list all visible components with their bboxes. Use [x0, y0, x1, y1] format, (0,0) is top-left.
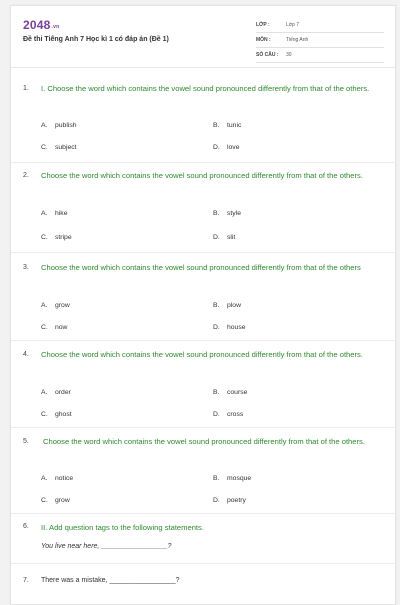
divider — [11, 563, 397, 564]
divider — [11, 513, 397, 514]
option-a[interactable]: A. order — [41, 389, 71, 396]
option-a[interactable]: A. publish — [41, 122, 77, 129]
option-a[interactable]: A. grow — [41, 302, 70, 309]
question-sentence: There was a mistake, _________________? — [41, 577, 180, 584]
question-number: 2. — [23, 172, 29, 179]
option-c[interactable]: C. grow — [41, 497, 70, 504]
meta-label: LỚP : — [256, 22, 270, 28]
meta-value: Tiếng Anh — [286, 37, 309, 43]
option-c[interactable]: C. now — [41, 324, 68, 331]
question-number: 7. — [23, 577, 29, 584]
meta-row-class — [256, 18, 384, 33]
question-text: Choose the word which contains the vowel sound pronounced differently from that of the others. — [43, 437, 365, 446]
meta-row-subject — [256, 33, 384, 48]
exam-meta — [256, 18, 384, 63]
option-a[interactable]: A. notice — [41, 475, 74, 482]
divider — [11, 252, 397, 253]
option-b[interactable]: B. tunic — [213, 122, 242, 129]
option-d[interactable]: D. poetry — [213, 497, 246, 504]
meta-value: Lớp 7 — [286, 22, 300, 28]
exam-title: Đề thi Tiếng Anh 7 Học kì 1 có đáp án (Đề 1) — [23, 36, 169, 43]
question-number: 6. — [23, 523, 29, 530]
option-a[interactable]: A. hike — [41, 210, 68, 217]
meta-label: SỐ CÂU : — [256, 52, 279, 58]
question-text: Choose the word which contains the vowel sound pronounced differently from that of the others. — [41, 171, 363, 180]
site-logo[interactable]: 2048.vn — [23, 18, 60, 32]
option-b[interactable]: B. mosque — [213, 475, 252, 482]
question-text: Choose the word which contains the vowel sound pronounced differently from that of the others. — [41, 350, 363, 359]
option-c[interactable]: C. ghost — [41, 411, 72, 418]
divider — [11, 427, 397, 428]
question-text: I. Choose the word which contains the vowel sound pronounced differently from that of the others. — [41, 84, 370, 93]
question-text: Choose the word which contains the vowel sound pronounced differently from that of the others — [41, 263, 361, 272]
meta-value: 30 — [286, 52, 292, 58]
question-number: 3. — [23, 264, 29, 271]
question-sentence: You live near here, _________________? — [41, 543, 172, 550]
divider — [11, 340, 397, 341]
question-number: 4. — [23, 351, 29, 358]
question-text: II. Add question tags to the following statements. — [41, 523, 204, 532]
option-d[interactable]: D. slit — [213, 234, 236, 241]
option-b[interactable]: B. plow — [213, 302, 241, 309]
divider — [11, 162, 397, 163]
option-d[interactable]: D. love — [213, 144, 240, 151]
exam-header — [11, 6, 395, 68]
option-c[interactable]: C. subject — [41, 144, 77, 151]
question-number: 5. — [23, 438, 29, 445]
meta-row-count — [256, 48, 384, 63]
option-b[interactable]: B. course — [213, 389, 248, 396]
meta-label: MÔN : — [256, 37, 271, 43]
option-b[interactable]: B. style — [213, 210, 241, 217]
exam-page — [10, 5, 396, 605]
option-d[interactable]: D. cross — [213, 411, 244, 418]
question-number: 1. — [23, 85, 29, 92]
option-c[interactable]: C. stripe — [41, 234, 72, 241]
option-d[interactable]: D. house — [213, 324, 246, 331]
